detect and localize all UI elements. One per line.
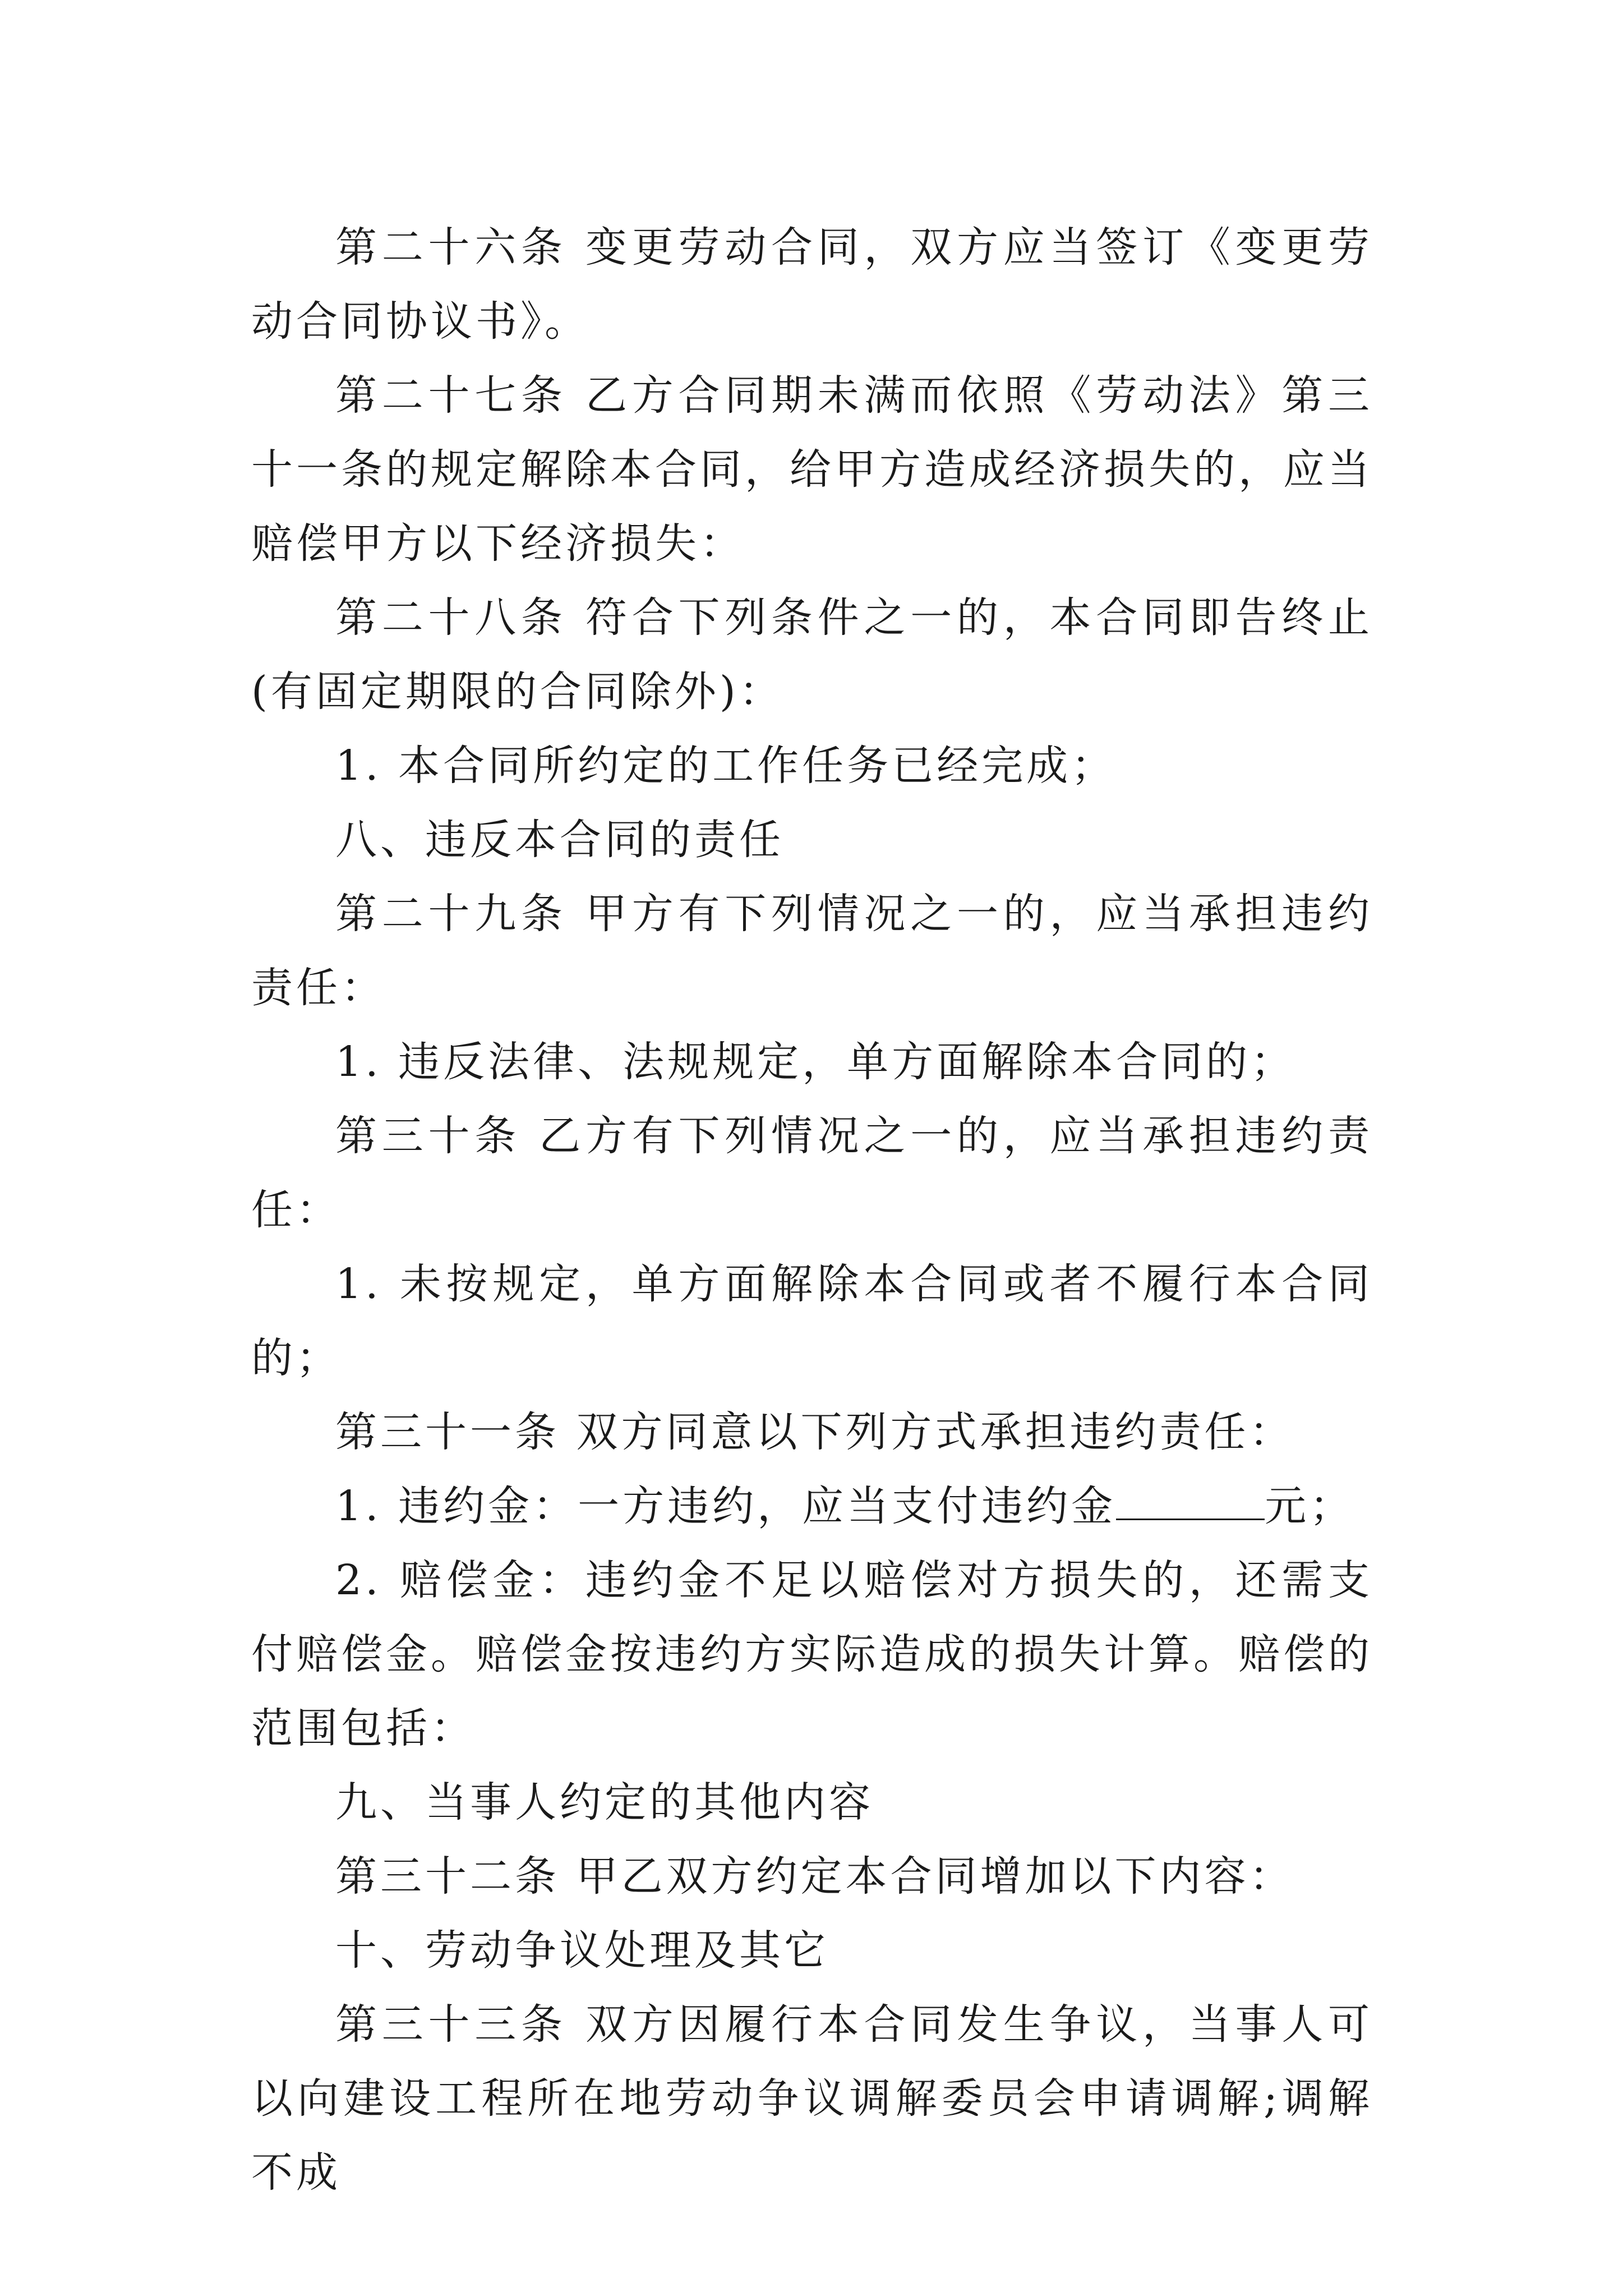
- paragraph-article-33: 第三十三条 双方因履行本合同发生争议，当事人可以向建设工程所在地劳动争议调解委员会申请调解;调解不成: [251, 2000, 1373, 2197]
- paragraph-article-27: 第二十七条 乙方合同期未满而依照《劳动法》第三十一条的规定解除本合同，给甲方造成经济损失的，应当赔偿甲方以下经济损失：: [251, 371, 1373, 568]
- document-body: [251, 210, 1373, 2210]
- paragraph-article-30-item-1: 1. 未按规定，单方面解除本合同或者不履行本合同的；: [251, 1260, 1373, 1382]
- section-heading-10: 十、劳动争议处理及其它: [335, 1926, 829, 1975]
- penalty-text: 1. 违约金：一方违约，应当支付违约金: [335, 1482, 1117, 1530]
- paragraph-penalty: [251, 1469, 1373, 1543]
- paragraph-article-26: 第二十六条 变更劳动合同，双方应当签订《变更劳动合同协议书》。: [251, 223, 1373, 346]
- section-heading-8: 八、违反本合同的责任: [335, 816, 784, 864]
- penalty-unit: 元；: [1265, 1482, 1355, 1530]
- paragraph-compensation: 2. 赔偿金：违约金不足以赔偿对方损失的，还需支付赔偿金。赔偿金按违约方实际造成的损失计算。赔偿的范围包括：: [251, 1556, 1373, 1752]
- paragraph-article-32: 第三十二条 甲乙双方约定本合同增加以下内容：: [335, 1852, 1294, 1901]
- penalty-amount-blank: [1116, 1479, 1265, 1520]
- section-heading-9: 九、当事人约定的其他内容: [335, 1778, 874, 1826]
- paragraph-article-31: 第三十一条 双方同意以下列方式承担违约责任：: [335, 1408, 1294, 1456]
- paragraph-article-28: 第二十八条 符合下列条件之一的，本合同即告终止(有固定期限的合同除外)：: [251, 593, 1373, 716]
- paragraph-article-29: 第二十九条 甲方有下列情况之一的，应当承担违约责任：: [251, 890, 1373, 1012]
- paragraph-article-28-item-1: 1. 本合同所约定的工作任务已经完成；: [335, 742, 1117, 790]
- paragraph-article-30: 第三十条 乙方有下列情况之一的，应当承担违约责任：: [251, 1112, 1373, 1234]
- paragraph-article-29-item-1: 1. 违反法律、法规规定，单方面解除本合同的；: [335, 1038, 1296, 1086]
